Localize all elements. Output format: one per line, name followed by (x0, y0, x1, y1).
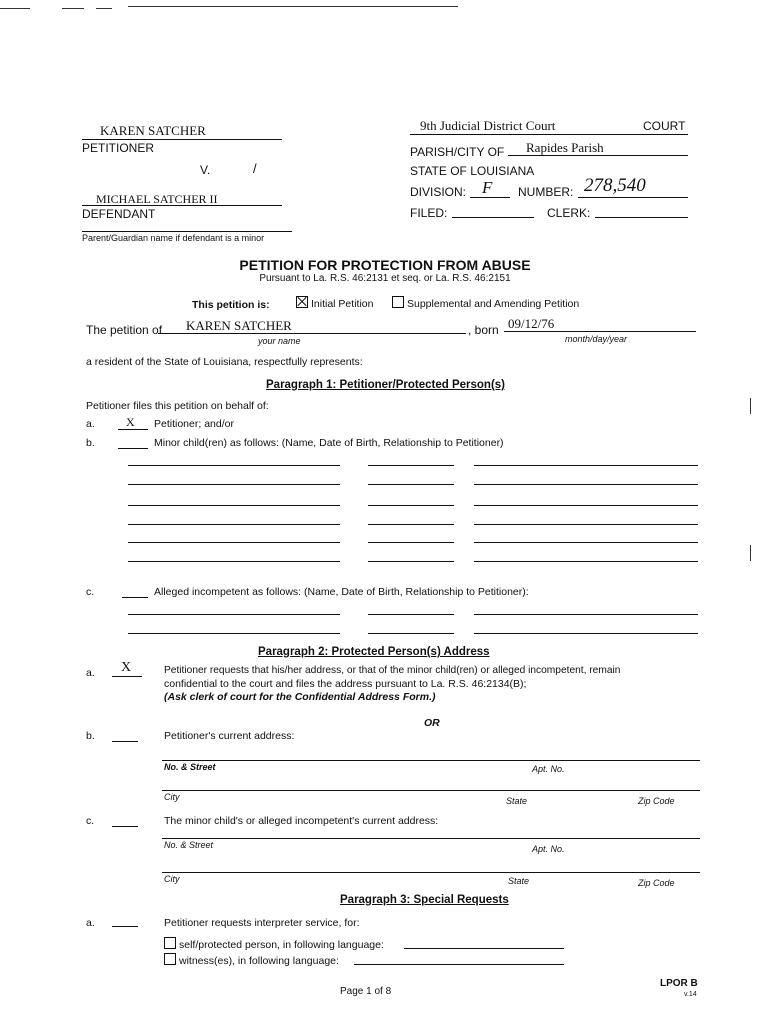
petitioner-name: KAREN SATCHER (100, 123, 206, 138)
paragraph-1-title: Paragraph 1: Petitioner/Protected Person(s) (266, 379, 506, 391)
p2-c-apt-caption: Apt. No. (532, 844, 565, 854)
p2-b-city-caption: City (164, 792, 180, 802)
parish-value: Rapides Parish (526, 140, 604, 155)
p2-b-letter: b. (86, 730, 95, 742)
p2-a-text-1: Petitioner requests that his/her address, or that of the minor child(ren) or alleged incompetent, remain (164, 665, 621, 676)
initial-petition-label: Initial Petition (311, 298, 374, 310)
division-label: DIVISION: (410, 185, 467, 199)
statute-reference: Pursuant to La. R.S. 46:2131 et seq. or La. R.S. 46:2151 (259, 273, 511, 284)
page-title: PETITION FOR PROTECTION FROM ABUSE (239, 257, 531, 273)
paragraph-2-title: Paragraph 2: Protected Person(s) Address (258, 646, 490, 658)
petition-type-label: This petition is: (192, 299, 270, 311)
form-id: LPOR B (660, 978, 698, 989)
page-number: Page 1 of 8 (340, 986, 392, 997)
dob-caption: month/day/year (565, 334, 628, 344)
p2-b-state-caption: State (506, 796, 528, 806)
interpreter-witness-checkbox[interactable] (164, 953, 176, 965)
court-name: 9th Judicial District Court (420, 118, 556, 133)
versus-label: V. (200, 163, 211, 177)
p2-c-zip-caption: Zip Code (638, 878, 675, 888)
ink-mark: / (253, 161, 257, 176)
p3-a-letter: a. (86, 917, 95, 929)
p1-a-letter: a. (86, 418, 95, 430)
p2-c-state-caption: State (508, 876, 530, 886)
born-label: , born (468, 323, 499, 337)
filed-label: FILED: (410, 206, 448, 220)
form-version: v.14 (684, 991, 697, 998)
p2-a-letter: a. (86, 667, 95, 679)
p2-b-text: Petitioner's current address: (164, 730, 295, 742)
p3-a-text: Petitioner requests interpreter service, for: (164, 917, 360, 929)
division-value: F (482, 178, 493, 197)
interpreter-witness-option[interactable] (164, 953, 339, 967)
p1-c-text: Alleged incompetent as follows: (Name, Date of Birth, Relationship to Petitioner): (154, 586, 529, 598)
p2-c-street-caption: No. & Street (164, 840, 214, 850)
defendant-label: DEFENDANT (82, 207, 156, 221)
or-label: OR (424, 717, 440, 729)
number-value: 278,540 (584, 175, 646, 196)
p2-a-text-2: confidential to the court and files the address pursuant to La. R.S. 46:2134(B); (164, 678, 527, 690)
petitioner-line-name: KAREN SATCHER (186, 318, 292, 333)
p2-b-apt-caption: Apt. No. (532, 764, 565, 774)
your-name-caption: your name (258, 336, 301, 346)
p2-c-city-caption: City (164, 874, 180, 884)
interpreter-self-checkbox[interactable] (164, 937, 176, 949)
p1-b-text: Minor child(ren) as follows: (Name, Date of Birth, Relationship to Petitioner) (154, 437, 504, 449)
parish-label: PARISH/CITY OF (410, 145, 505, 159)
paragraph-3-title: Paragraph 3: Special Requests (340, 894, 509, 906)
number-label: NUMBER: (518, 185, 574, 199)
p1-intro: Petitioner files this petition on behalf of: (86, 400, 269, 412)
interpreter-self-option[interactable] (164, 937, 384, 951)
supplemental-petition-checkbox[interactable] (392, 296, 404, 308)
guardian-label: Parent/Guardian name if defendant is a minor (82, 233, 265, 243)
clerk-label: CLERK: (547, 206, 591, 220)
supplemental-petition-option[interactable] (392, 296, 579, 310)
p2-b-zip-caption: Zip Code (638, 796, 675, 806)
p1-a-text: Petitioner; and/or (154, 418, 234, 430)
resident-statement: a resident of the State of Louisiana, respectfully represents: (86, 356, 363, 368)
initial-petition-checkbox[interactable] (296, 296, 308, 308)
interpreter-self-label: self/protected person, in following language: (179, 939, 384, 951)
p2-b-street-caption: No. & Street (164, 762, 216, 772)
p1-b-letter: b. (86, 437, 95, 449)
p2-a-text-3: (Ask clerk of court for the Confidential Address Form.) (164, 691, 436, 703)
petition-of-label: The petition of (86, 323, 163, 337)
p2-a-mark: X (121, 660, 132, 675)
p1-c-letter: c. (86, 586, 95, 598)
born-value: 09/12/76 (508, 316, 555, 331)
defendant-name: MICHAEL SATCHER II (96, 192, 218, 206)
p2-c-text: The minor child's or alleged incompetent's current address: (164, 815, 439, 827)
petitioner-label: PETITIONER (82, 141, 155, 155)
p2-c-letter: c. (86, 815, 95, 827)
state-label: STATE OF LOUISIANA (410, 164, 535, 178)
initial-petition-option[interactable] (296, 296, 373, 310)
supplemental-petition-label: Supplemental and Amending Petition (407, 298, 580, 310)
interpreter-witness-label: witness(es), in following language: (179, 955, 339, 967)
p1-a-mark: X (126, 415, 135, 429)
court-label: COURT (643, 119, 686, 133)
